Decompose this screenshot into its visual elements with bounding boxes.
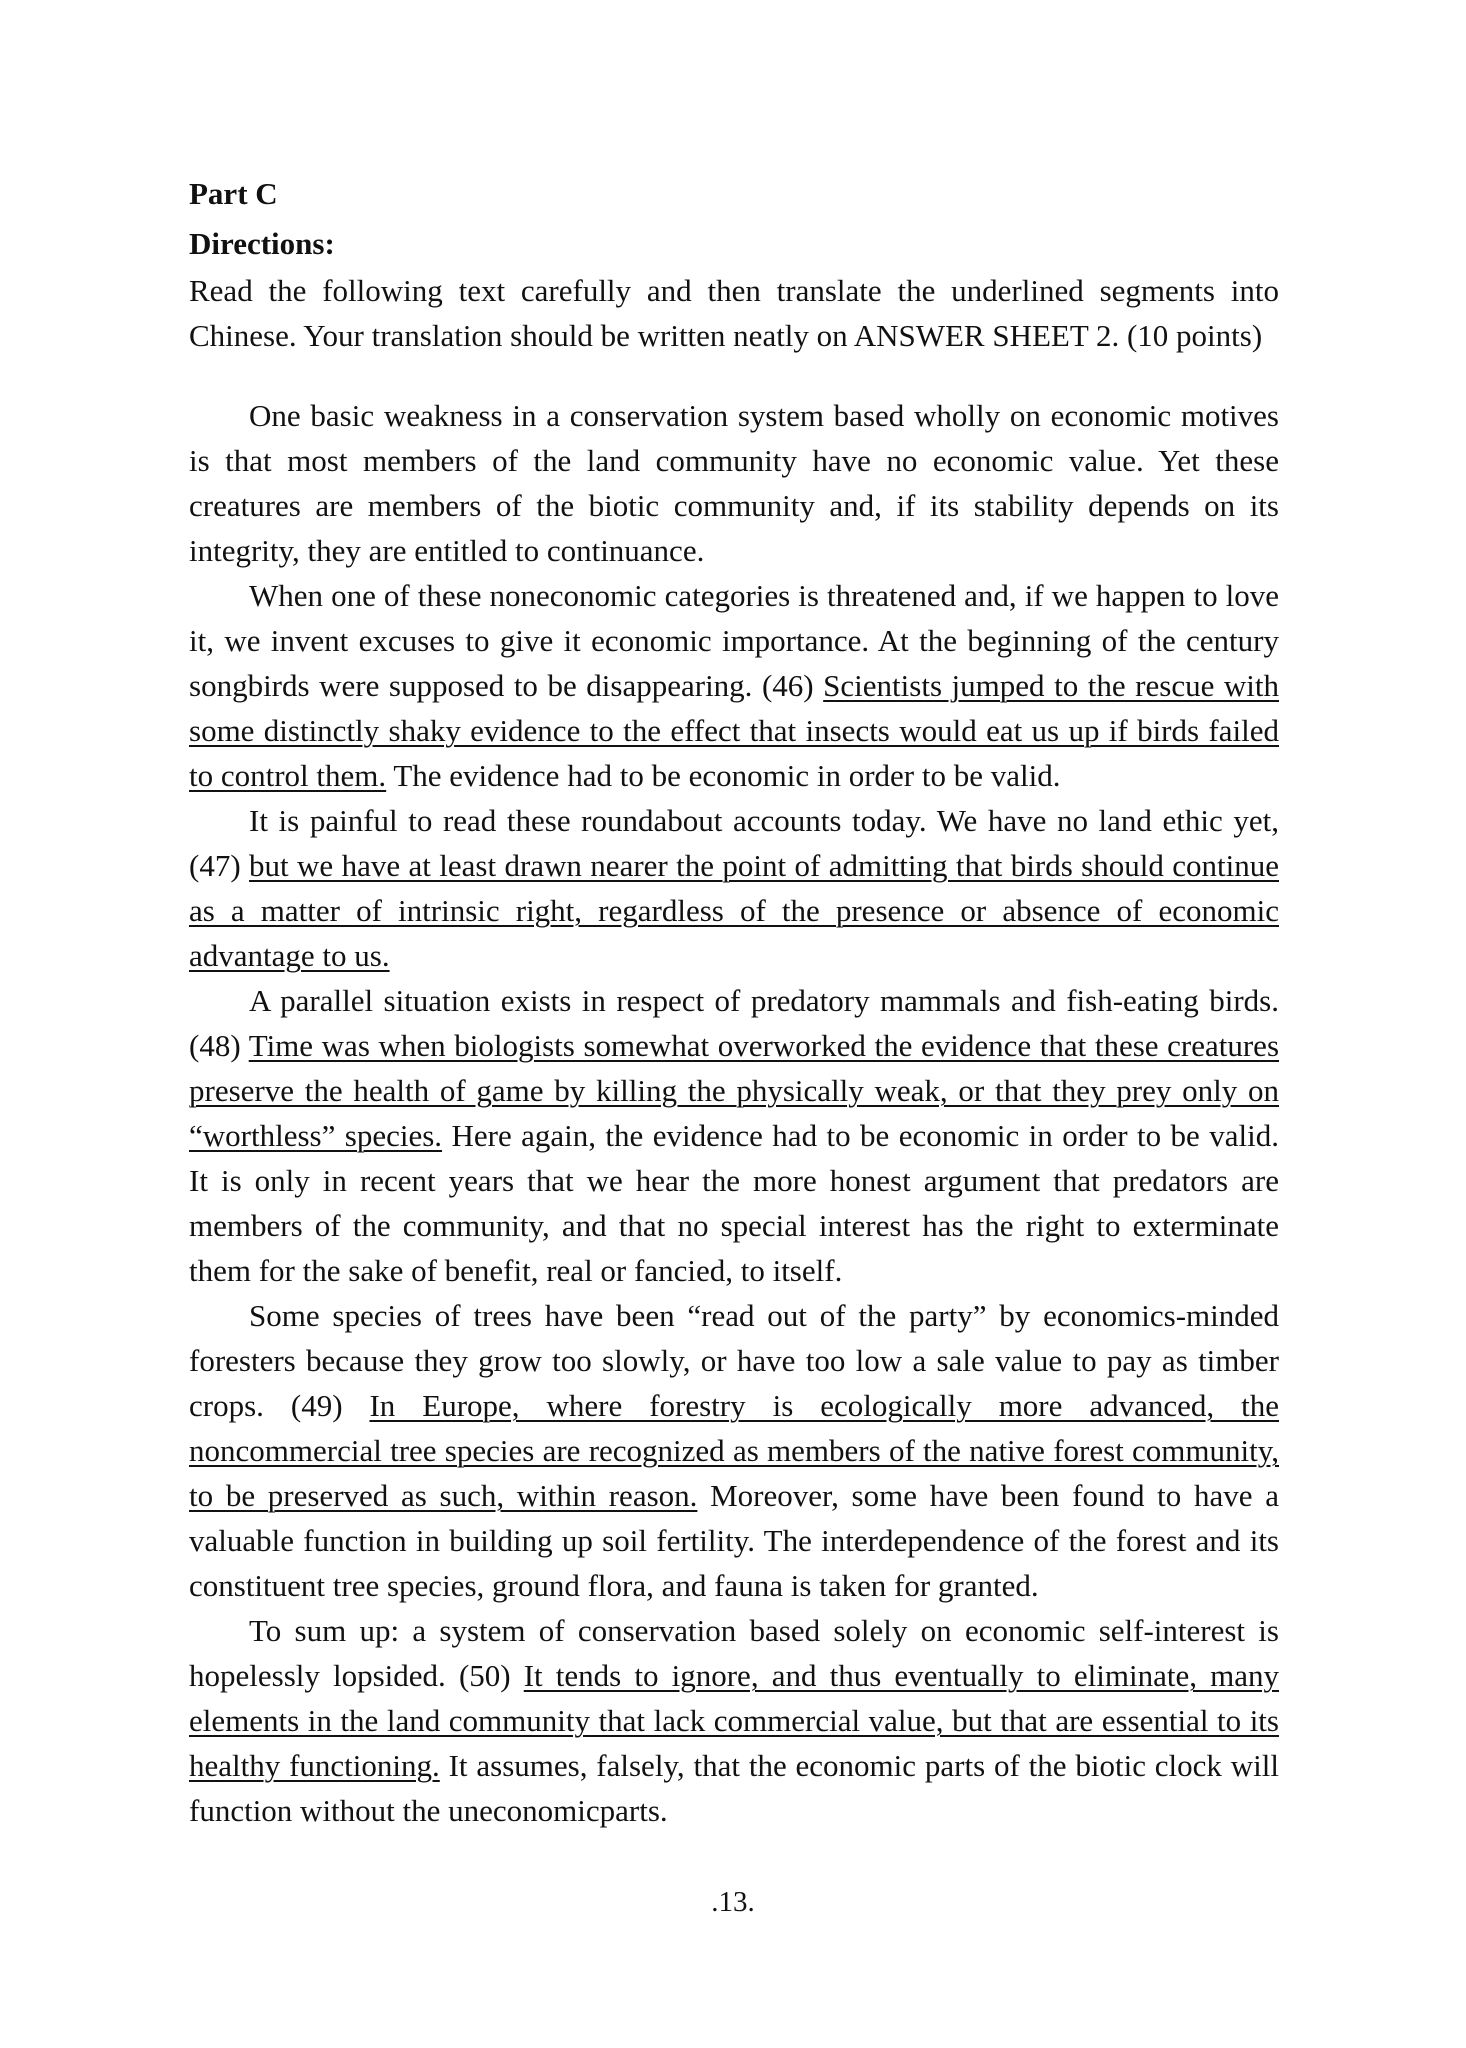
paragraph-2 <box>189 573 1279 798</box>
paragraph-1: One basic weakness in a conservation system based wholly on economic motives is that most members of the land community have no economic value. Yet these creatures are members of the biotic community and, if its stability depends on its integrity, they are entitled to continuance. <box>189 398 1279 568</box>
paragraph-5 <box>189 1293 1279 1608</box>
underlined-segment-47: but we have at least drawn nearer the point of admitting that birds should continue as a matter of intrinsic right, regardless of the presence or absence of economic advantage to us. <box>189 848 1279 973</box>
paragraph-2-text-b: The evidence had to be economic in order to be valid. <box>386 758 1061 793</box>
paragraph-4-text-a: A parallel situation exists in respect of predatory mammals and fish-eating birds. (48) <box>189 983 1279 1063</box>
paragraph-3 <box>189 798 1279 978</box>
underlined-segment-49: In Europe, where forestry is ecologically more advanced, the noncommercial tree species are recognized as members of the native forest community, to be preserved as such, within reason. <box>189 1388 1279 1513</box>
reading-passage <box>189 393 1279 1833</box>
underlined-segment-50: It tends to ignore, and thus eventually to eliminate, many elements in the land community that lack commercial value, but that are essential to its healthy functioning. <box>189 1658 1280 1783</box>
underlined-segment-48: Time was when biologists somewhat overworked the evidence that these creatures preserve the health of game by killing the physically weak, or that they prey only on “worthless” species. <box>189 1028 1280 1153</box>
exam-page <box>189 172 1279 1833</box>
paragraph-3-text-a: It is painful to read these roundabout accounts today. We have no land ethic yet, (47) <box>189 803 1279 883</box>
directions-text: Read the following text carefully and then translate the underlined segments into Chinese. Your translation should be written neatly on ANSWER SHEET 2. (10 points) <box>189 273 1279 353</box>
paragraph-6-text-a: To sum up: a system of conservation based solely on economic self-interest is hopelessly lopsided. (50) <box>189 1613 1279 1693</box>
paragraph-2-text-a: When one of these noneconomic categories is threatened and, if we happen to love it, we invent excuses to give it economic importance. At the beginning of the century songbirds were supposed to be disappearing. (46) <box>189 578 1279 703</box>
directions-label: Directions: <box>189 226 335 261</box>
paragraph-4 <box>189 978 1279 1293</box>
page-number: .13. <box>711 1886 755 1918</box>
paragraph-6-text-b: It assumes, falsely, that the economic parts of the biotic clock will function without the uneconomicparts. <box>189 1748 1279 1828</box>
paragraph-5-text-a: Some species of trees have been “read out of the party” by economics-minded foresters because they grow too slowly, or have too low a sale value to pay as timber crops. (49) <box>189 1298 1279 1423</box>
paragraph-6 <box>189 1608 1279 1833</box>
underlined-segment-46: Scientists jumped to the rescue with some distinctly shaky evidence to the effect that insects would eat us up if birds failed to control them. <box>189 668 1279 793</box>
paragraph-5-text-b: Moreover, some have been found to have a valuable function in building up soil fertility. The interdependence of the forest and its constituent tree species, ground flora, and fauna is taken for granted. <box>189 1478 1279 1603</box>
paragraph-4-text-b: Here again, the evidence had to be economic in order to be valid. It is only in recent years that we hear the more honest argument that predators are members of the community, and that no special interest has the right to exterminate them for the sake of benefit, real or fancied, to itself. <box>189 1118 1279 1288</box>
part-title: Part C <box>189 176 278 211</box>
